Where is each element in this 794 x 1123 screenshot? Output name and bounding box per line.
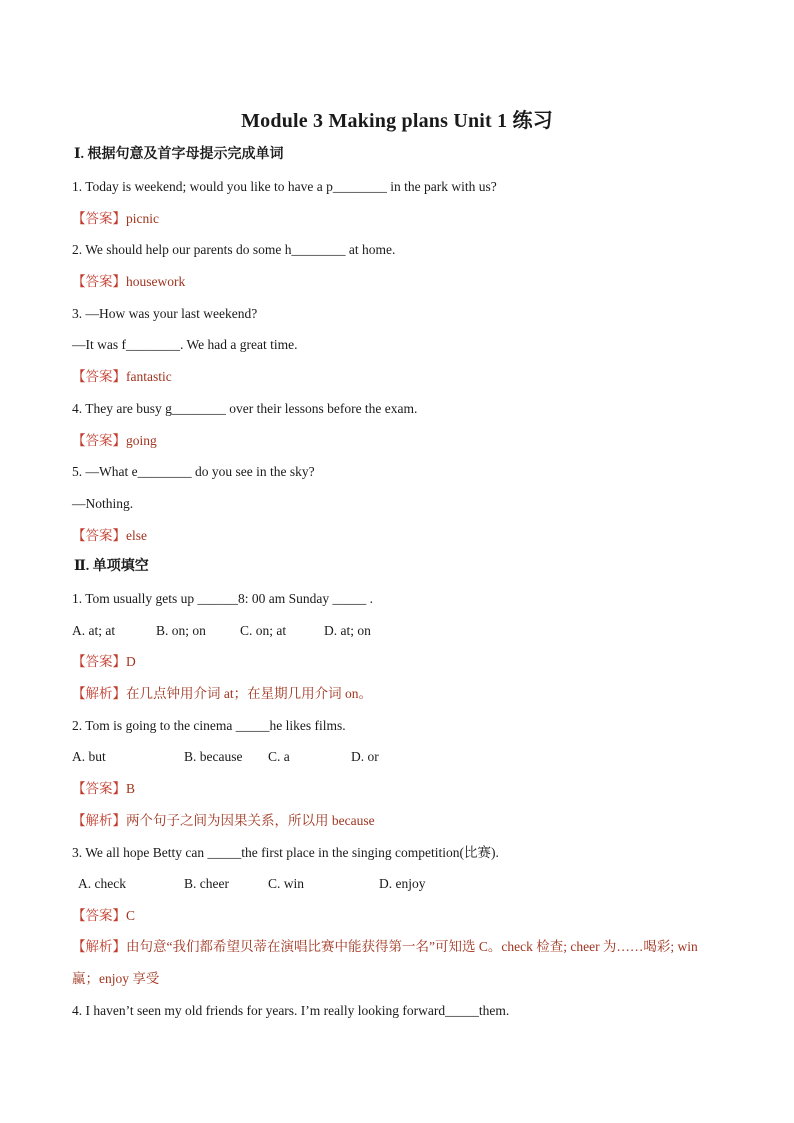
- options-row: [78, 875, 426, 893]
- answer-value: C: [126, 908, 136, 923]
- option-b: B. because: [184, 749, 243, 764]
- answer-label: 【答案】: [72, 908, 126, 923]
- option-b: B. cheer: [184, 876, 229, 891]
- option-b: B. on; on: [156, 623, 206, 638]
- question-text: 4. They are busy g________ over their lessons before the exam.: [72, 401, 418, 416]
- option-c: C. on; at: [240, 623, 287, 638]
- page-title: Module 3 Making plans Unit 1 练习: [241, 110, 553, 132]
- answer-label: 【答案】: [72, 654, 126, 669]
- question-text: 5. —What e________ do you see in the sky?: [72, 464, 315, 479]
- answer-value: picnic: [126, 211, 159, 226]
- question-text: 4. I haven’t seen my old friends for years. I’m really looking forward_____them.: [72, 1003, 510, 1018]
- answer-value: housework: [126, 274, 186, 289]
- section-heading-1: Ⅰ. 根据句意及首字母提示完成单词: [74, 147, 284, 162]
- answer-line: [72, 368, 172, 386]
- option-d: D. or: [351, 749, 379, 764]
- option-c: C. a: [268, 749, 290, 764]
- answer-value: fantastic: [126, 369, 172, 384]
- answer-label: 【答案】: [72, 433, 126, 448]
- option-a: A. at; at: [72, 623, 116, 638]
- question-text: 3. We all hope Betty can _____the first place in the singing competition(比赛).: [72, 845, 499, 860]
- answer-value: D: [126, 654, 136, 669]
- option-d: D. at; on: [324, 623, 371, 638]
- analysis-line: [72, 931, 727, 995]
- question-text: 1. Today is weekend; would you like to have a p________ in the park with us?: [72, 179, 497, 194]
- answer-value: B: [126, 781, 136, 796]
- answer-label: 【答案】: [72, 781, 126, 796]
- analysis-text: 由句意“我们都希望贝蒂在演唱比赛中能获得第一名”可知选 C。check 检查; cheer 为……喝彩; win 赢；enjoy 享受: [72, 939, 698, 986]
- answer-value: else: [126, 528, 147, 543]
- question-text: 1. Tom usually gets up ______8: 00 am Sunday _____ .: [72, 591, 374, 606]
- question-text-cont: —Nothing.: [72, 496, 134, 511]
- answer-line: [72, 907, 135, 925]
- analysis-label: 【解析】: [72, 813, 126, 828]
- question-text: 3. —How was your last weekend?: [72, 306, 258, 321]
- option-d: D. enjoy: [379, 876, 426, 891]
- answer-line: [72, 210, 159, 228]
- question-text: 2. Tom is going to the cinema _____he likes films.: [72, 718, 346, 733]
- answer-line: [72, 780, 135, 798]
- analysis-text: 两个句子之间为因果关系，所以用 because: [126, 813, 375, 828]
- analysis-text: 在几点钟用介词 at；在星期几用介词 on。: [126, 686, 372, 701]
- section-heading-2: Ⅱ. 单项填空: [74, 559, 149, 574]
- analysis-line: [72, 685, 372, 703]
- analysis-label: 【解析】: [72, 939, 126, 954]
- option-a: A. check: [78, 876, 126, 891]
- answer-label: 【答案】: [72, 369, 126, 384]
- answer-value: going: [126, 433, 157, 448]
- answer-line: [72, 432, 157, 450]
- question-text-cont: —It was f________. We had a great time.: [72, 337, 298, 352]
- answer-line: [72, 527, 147, 545]
- option-a: A. but: [72, 749, 106, 764]
- answer-line: [72, 653, 136, 671]
- question-text: 2. We should help our parents do some h________ at home.: [72, 242, 396, 257]
- options-row: [72, 622, 371, 640]
- options-row: [72, 748, 379, 766]
- answer-label: 【答案】: [72, 274, 126, 289]
- answer-label: 【答案】: [72, 528, 126, 543]
- answer-line: [72, 273, 185, 291]
- analysis-label: 【解析】: [72, 686, 126, 701]
- option-c: C. win: [268, 876, 305, 891]
- analysis-line: [72, 812, 375, 830]
- answer-label: 【答案】: [72, 211, 126, 226]
